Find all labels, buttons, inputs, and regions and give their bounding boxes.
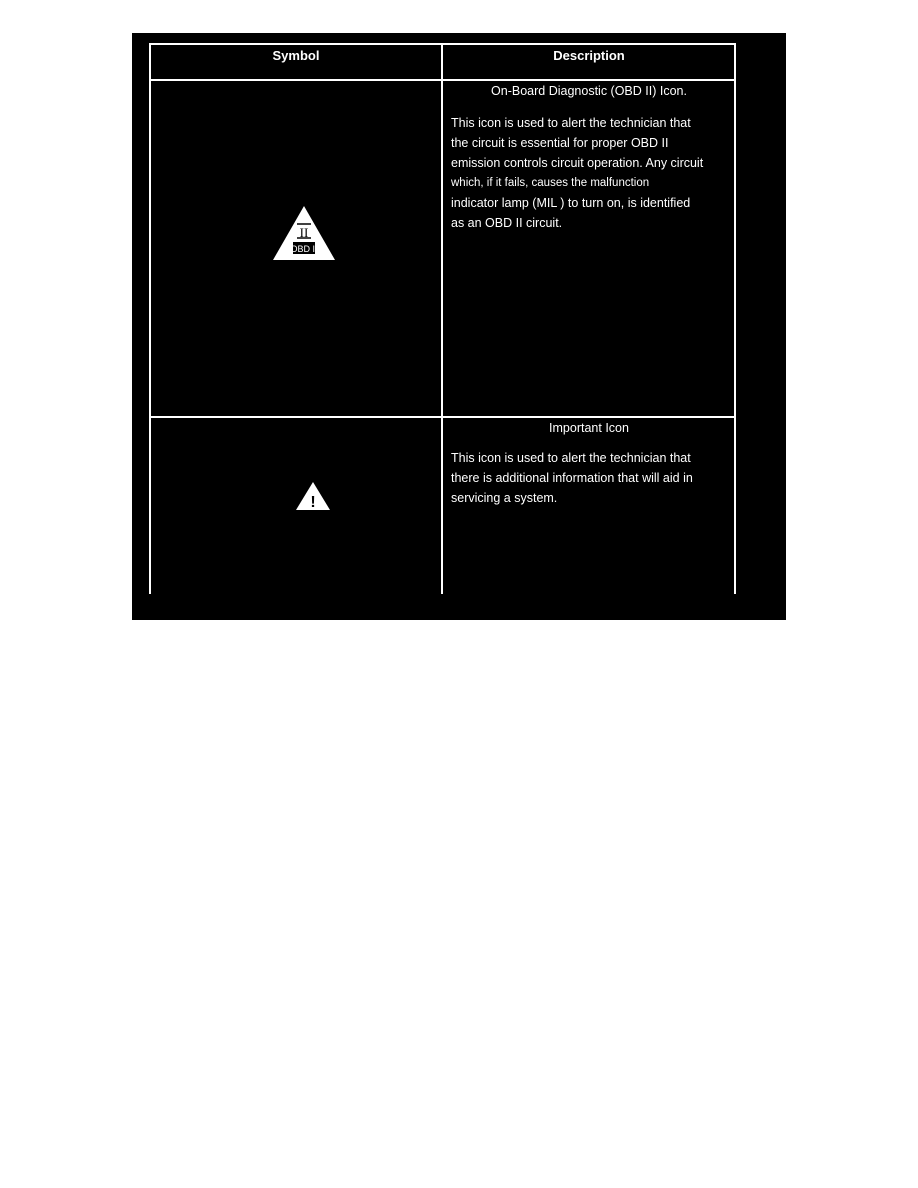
table-top-border (149, 43, 736, 45)
important-warning-triangle-icon (296, 482, 330, 510)
obd-desc-line-6: as an OBD II circuit. (451, 216, 563, 230)
important-icon-glyph: ! (310, 494, 316, 510)
table-row-divider (149, 416, 736, 418)
obd-desc-line-5: indicator lamp (MIL ) to turn on, is identified (451, 196, 691, 210)
obd-ii-triangle-icon (273, 206, 335, 260)
important-desc-line-1: This icon is used to alert the technician that (451, 451, 691, 465)
header-symbol: Symbol (272, 48, 320, 63)
obd-desc-line-2: the circuit is essential for proper OBD II (451, 136, 669, 150)
important-icon-title: Important Icon (549, 421, 629, 435)
table-header-divider (149, 79, 736, 81)
obd-desc-line-1: This icon is used to alert the technician that (451, 116, 691, 130)
obd-icon-description (451, 113, 736, 233)
obd-icon-label-top: II (299, 225, 309, 240)
header-description: Description (553, 48, 625, 63)
important-icon-description (451, 448, 736, 508)
obd-icon-label-bottom: OBD II (290, 244, 318, 254)
obd-desc-line-3: emission controls circuit operation. Any circuit (451, 156, 704, 170)
table-left-border (149, 43, 151, 594)
important-desc-line-2: there is additional information that will aid in (451, 471, 693, 485)
obd-icon-title: On-Board Diagnostic (OBD II) Icon. (491, 84, 687, 98)
obd-desc-line-4: which, if it fails, causes the malfunction (451, 177, 650, 189)
important-desc-line-3: servicing a system. (451, 491, 558, 505)
table-middle-border (441, 43, 443, 594)
